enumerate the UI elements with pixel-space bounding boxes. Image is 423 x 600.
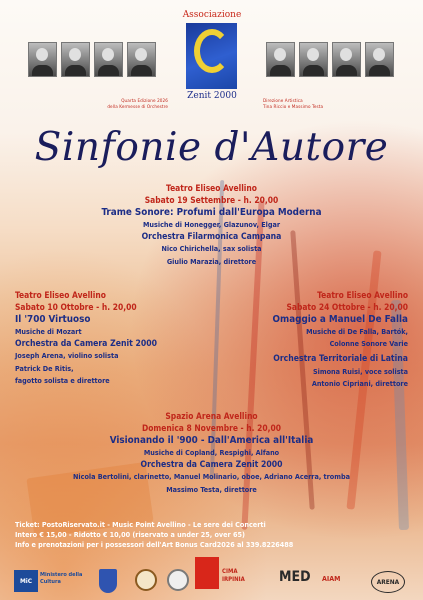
concert-composers: Colonne Sonore Varie [329,339,408,349]
info-line: Info e prenotazioni per i possessori dell'Art Bonus Card2026 al 339.8226488 [15,540,294,549]
composer-portrait [94,42,123,77]
region-crest-icon [99,569,117,593]
arena-logo: ARENA [371,571,405,593]
concert-conductor: Massimo Testa, direttore [166,484,257,494]
art-bonus-logo-icon [195,557,219,589]
concert-soloist: Nico Chirichella, sax solista [161,244,262,254]
med-logo: MED [279,569,311,585]
concert-date: Sabato 19 Settembre - h. 20,00 [144,195,279,206]
artistic-direction [263,99,403,111]
concert-program: Il '700 Virtuoso [15,313,91,325]
concert-conductor: Patrick De Ritis, [15,363,74,373]
concert-soloist: Joseph Arena, violino solista [15,351,119,361]
concert-soloist: Simona Ruisi, voce solista [313,366,408,376]
composer-portrait [299,42,328,77]
association-name: Zenit 2000 [187,91,237,101]
sponsor-logos [0,565,423,600]
concert-conductor: fagotto solista e direttore [15,376,110,386]
province-seal-icon [167,569,189,591]
concert-date: Domenica 8 Novembre - h. 20,00 [141,423,281,434]
aiam-logo: AIAM [322,575,341,583]
concert-composers: Musiche di Copland, Respighi, Alfano [143,447,280,457]
mic-logo: MiC [14,570,38,592]
composer-portrait [28,42,57,77]
poster-title: Sinfonie d'Autore [34,125,389,170]
concert-venue: Teatro Eliseo Avellino [317,290,408,300]
concert-venue: Teatro Eliseo Avellino [15,290,106,300]
composer-portrait [127,42,156,77]
ticket-line: Ticket: PostoRiservato.it - Music Point Avellino - Le sere dei Concerti [15,520,266,529]
concert-orchestra: Orchestra Territoriale di Latina [273,354,408,365]
concert-composers: Musiche di Mozart [15,326,82,336]
concert-orchestra: Orchestra da Camera Zenit 2000 [140,460,283,471]
concert-composers: Musiche di De Falla, Bartók, [306,326,408,336]
cima-irpinia-logo: CIMA IRPINIA [222,568,245,583]
ministry-logo-text: Ministero della Cultura [40,572,83,585]
concert-venue: Spazio Arena Avellino [165,411,258,421]
concert-block [15,289,215,387]
concert-block [0,410,423,496]
composer-portrait [61,42,90,77]
crescent-logo-icon [194,29,230,73]
edition-line: della Kermesse di Orchestre [107,105,168,110]
edition-line: Quarta Edizione 2026 [121,99,168,104]
concert-date: Sabato 10 Ottobre - h. 20,00 [15,302,137,313]
concert-program: Trame Sonore: Profumi dall'Europa Moderna [101,206,322,218]
concert-orchestra: Orchestra da Camera Zenit 2000 [15,339,157,350]
concert-block [0,182,423,268]
concert-soloists: Nicola Bertolini, clarinetto, Manuel Molinario, oboe, Adriano Acerra, tromba [73,472,350,482]
concert-composers: Musiche di Honegger, Glazunov, Elgar [142,219,281,229]
composer-portrait [365,42,394,77]
association-label: Associazione [182,10,242,20]
edition-info [28,99,168,111]
concert-conductor: Antonio Cipriani, direttore [311,379,408,389]
ticket-info [15,520,293,550]
artistic-line: Tina Riccio e Massimo Testa [263,105,324,110]
zenit-logo [186,23,237,89]
city-seal-icon [135,569,157,591]
concert-date: Sabato 24 Ottobre - h. 20,00 [286,302,408,313]
composer-portrait [332,42,361,77]
concert-orchestra: Orchestra Filarmonica Campana [141,232,282,243]
artistic-line: Direzione Artistica [263,99,303,104]
concert-block [208,289,408,390]
concert-program: Omaggio a Manuel De Falla [272,313,408,325]
concert-program: Visionando il '900 - Dall'America all'Italia [109,434,314,446]
concert-conductor: Giulio Marazia, direttore [166,256,257,266]
concert-venue: Teatro Eliseo Avellino [166,183,257,193]
composer-portrait [266,42,295,77]
price-line: Intero € 15,00 - Ridotto € 10,00 (riservato a under 25, over 65) [15,530,245,539]
